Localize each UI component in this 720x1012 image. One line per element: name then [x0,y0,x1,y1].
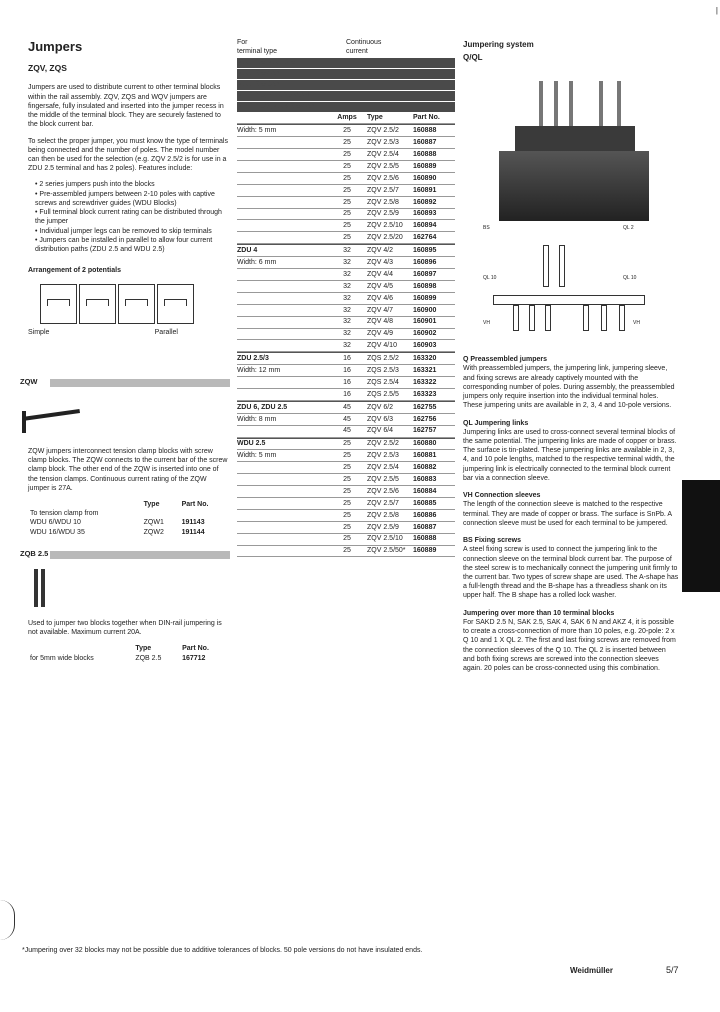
table-row: WDU 6/WDU 10 ZQW1 191143 [30,519,205,527]
feature-item: • Full terminal block current rating can be distributed through the jumper [35,208,228,226]
jumpering-diagram [483,225,653,345]
amps-cell: 25 [343,464,351,472]
feature-item: • Individual jumper legs can be removed to skip terminals [35,227,228,236]
part-header: Part No. [182,645,209,653]
terminal-type-cell: Width: 12 mm [237,367,281,374]
table-row [237,402,455,414]
part-number-cell: 162755 [413,403,437,411]
amps-cell: 25 [343,547,351,555]
left-column [20,38,228,675]
diagram-label: QL 2 [623,225,634,232]
table-row [237,293,455,305]
feature-list [28,180,228,254]
terminal-block-icon [79,284,116,324]
part-number-cell: 160893 [413,210,437,218]
type-cell: ZQV 4/4 [367,270,394,278]
table-row [237,257,455,269]
column-headers [237,112,455,124]
jumpering-system-photo [499,71,649,221]
table-row [237,340,455,352]
terminal-type-cell: WDU 2.5 [237,440,266,448]
part-number-cell: 160884 [413,487,437,495]
table-groups [237,124,455,557]
terminal-type-cell: Width: 8 mm [237,415,277,423]
type-cell: ZQV 2.5/7 [367,186,399,194]
zqb-label: ZQB 2.5 [20,548,49,558]
table-row [237,353,455,365]
amps-cell: 16 [343,367,351,374]
diagram-label: VH [633,320,640,327]
part-number-cell: 160891 [413,186,437,194]
part-number-cell: 160898 [413,282,437,290]
table-row [237,220,455,232]
amps-cell: 32 [343,330,351,338]
amps-cell: 32 [343,342,351,350]
type-cell: ZQV 2.5/6 [367,487,399,495]
part-number-cell: 160903 [413,342,437,350]
type-cell: ZQV 2.5/20 [367,234,403,242]
type-cell: ZQV 6/3 [367,415,394,423]
table-row [237,269,455,281]
zqw-label: ZQW [20,376,38,386]
type-cell: ZQV 2.5/7 [367,499,399,507]
section-text: For SAKD 2.5 N, SAK 2.5, SAK 4, SAK 6 N and AKZ 4, it is possible to create a cross-connection of more than 10 poles, e.g. 20-pole: 2 x Q 10 and 1 X QL 2. The first and last fixing screws are removed from the connection sleeves of the Q 10. The QL 2 is inserted between and both fixing screws are screwed into the connection sleeves again. 20 poles can be cross-connected using this combination. [463,618,676,673]
type-cell: ZQV 2.5/10 [367,222,403,230]
amps-cell: 25 [343,234,351,242]
brand-logo: Weidmüller [570,966,613,975]
type-cell: ZQV 4/7 [367,306,394,314]
table-group [237,244,455,352]
table-row [237,197,455,209]
terminal-block-icon [40,284,77,324]
terminal-type-bar: ZTR 2.5, ZTR 2.5/4AN [237,91,455,101]
part-number-cell: 160895 [413,247,437,255]
section-tab-marker [682,480,720,592]
part-number-cell: 160889 [413,162,437,170]
feature-item: • 2 series jumpers push into the blocks [35,180,228,189]
part-header: Part No. [413,114,440,122]
table-row: for 5mm wide blocks ZQB 2.5 167712 [30,654,206,662]
terminal-type-cell: ZDU 6, ZDU 2.5 [237,403,288,411]
amps-cell: 25 [343,127,351,135]
diagram-label: VH [483,320,490,327]
terminal-block-icon [157,284,194,324]
table-row [237,281,455,293]
table-row [237,173,455,185]
amps-cell: 32 [343,318,351,326]
part-number-cell: 160888 [413,127,437,135]
part-number-cell: 163321 [413,367,437,374]
table-row: WDU 16/WDU 35 ZQW2 191144 [30,528,205,536]
parallel-label: Parallel [154,328,178,336]
type-cell: ZQV 2.5/10 [367,535,403,543]
amps-cell: 32 [343,258,351,266]
table-row [237,486,455,498]
zqw-section-band [20,377,230,391]
table-row [237,439,455,451]
section-text: With preassembled jumpers, the jumpering link, jumpering sleeve, and fixing screws are already captively mounted with the corresponding number of poles. During assembly, the preassembled jumpers only require insertion into the individual terminal holes. These jumpering units are available in 2, 3, 4 and 10-pole versions. [463,365,675,410]
terminal-type-bar: ZTR 2.5/3, ZDK 2.5/4AN [237,102,455,112]
amps-cell: 25 [343,162,351,170]
amps-cell: 25 [343,499,351,507]
type-cell: ZQV 6/4 [367,427,394,435]
arrangement-heading: Arrangement of 2 potentials [28,267,121,275]
amps-cell: 25 [343,186,351,194]
amps-cell: 25 [343,476,351,484]
table-row [237,329,455,341]
zqb-section-band [20,549,230,563]
amps-cell: 45 [343,427,351,435]
zqb-order-table [28,644,228,662]
part-number-cell: 162757 [413,427,437,435]
type-cell: ZQV 4/10 [367,342,397,350]
part-number-cell: 160901 [413,318,437,326]
header-current: current [346,48,368,56]
header-for: For [237,39,248,46]
potentials-labels [28,328,178,337]
type-header: Type [367,114,383,122]
selection-paragraph: To select the proper jumper, you must know the type of terminals being connected and the number of poles. The model number can then be used for the selection (e.g. ZQV 2.5/2 is for use in a ZDU 2.5 terminal and has 2 poles). Features include: [28,137,228,173]
system-title-2: Q/QL [463,52,483,62]
amps-cell: 25 [343,511,351,519]
table-group [237,438,455,558]
amps-cell: 25 [343,139,351,147]
type-cell: ZQV 2.5/3 [367,139,399,147]
header-continuous: Continuous [346,39,382,46]
table-header [237,38,455,56]
amps-cell: 25 [343,222,351,230]
part-number-cell: 163320 [413,355,437,363]
table-row [237,305,455,317]
table-row [237,317,455,329]
type-cell: ZQV 4/6 [367,294,394,302]
part-number-cell: 160883 [413,476,437,484]
table-group [237,401,455,438]
amps-cell: 16 [343,378,351,386]
table-row [237,534,455,546]
amps-cell: 45 [343,415,351,423]
part-number-cell: 160882 [413,464,437,472]
type-cell: ZQS 2.5/3 [367,367,399,374]
part-number-cell: 160881 [413,452,437,460]
zqb-jumper-icon [32,569,52,609]
terminal-type-bar: ZDU 2.5/4AN [237,69,455,79]
table-row [237,522,455,534]
table-row [237,232,455,244]
table-row [237,498,455,510]
page-subtitle: ZQV, ZQS [28,63,67,74]
zqw-order-table [28,500,228,537]
table-group [237,352,455,401]
terminal-type-cell: ZDU 4 [237,247,258,255]
table-row [237,462,455,474]
part-number-cell: 160887 [413,139,437,147]
type-cell: ZQV 2.5/8 [367,198,399,206]
section-heading: BS Fixing screws [463,537,521,545]
type-cell: ZQV 2.5/6 [367,174,399,182]
table-row [237,137,455,149]
table-row [237,377,455,389]
table-row [237,125,455,137]
feature-item: • Jumpers can be installed in parallel to allow four current distribution paths (ZDU 2.5 and WDU 2.5) [35,236,228,254]
part-number-cell: 160890 [413,174,437,182]
table-row [237,474,455,486]
section-heading: Jumpering over more than 10 terminal blocks [463,609,615,617]
simple-label: Simple [28,328,50,336]
amps-cell: 32 [343,306,351,314]
page-curl-mark [0,900,15,940]
part-number-cell: 160900 [413,306,437,314]
footnote: *Jumpering over 32 blocks may not be possible due to additive tolerances of blocks. 50 pole versions do not have insulated ends. [22,947,423,954]
type-cell: ZQV 2.5/3 [367,452,399,460]
part-number-cell: 160902 [413,330,437,338]
feature-item: • Pre-assembled jumpers between 2-10 poles with captive screws and screwdriver guides (WDU Blocks) [35,190,228,208]
part-number-cell: 160880 [413,440,437,448]
type-cell: ZQV 2.5/2 [367,440,399,448]
terminal-type-cell: Width: 5 mm [237,452,277,460]
type-cell: ZQV 2.5/2 [367,127,399,135]
right-column [463,40,679,681]
section-text: Jumpering links are used to cross-connect several terminal blocks of the same potential. The jumpering links are made of copper or brass. The surface is tin-plated. These jumpering links are available in 2, 3, 4, and 10 pole lengths, matched to the respective terminal width, the jumpering link is electrically connected to the terminal block current bar via a connection sleeve. [463,428,677,482]
part-number-cell: 160888 [413,150,437,158]
type-cell: ZQV 4/3 [367,258,394,266]
table-row [237,149,455,161]
type-cell: ZQV 2.5/4 [367,150,399,158]
type-header: Type [135,645,152,653]
intro-paragraph: Jumpers are used to distribute current to other terminal blocks within the rail assembly. ZQV, ZQS and WQV jumpers are fingersafe, fully insulated and inserted into the jumper recess in the middle of the terminal block. They are securely fastened to the block current bar. [28,84,224,129]
part-header: Part No. [181,501,209,508]
amps-header: Amps [337,114,357,122]
amps-cell: 25 [343,198,351,206]
section-heading: Q Preassembled jumpers [463,356,548,364]
part-number-cell: 160885 [413,499,437,507]
type-cell: ZQV 4/8 [367,318,394,326]
section-heading: VH Connection sleeves [463,492,541,500]
part-number-cell: 160887 [413,523,437,531]
type-cell: ZQV 4/5 [367,282,394,290]
section-heading: QL Jumpering links [463,419,529,427]
part-number-cell: 163323 [413,390,437,398]
type-cell: ZQV 2.5/5 [367,476,399,484]
type-cell: ZQV 2.5/9 [367,210,399,218]
part-number-cell: 160888 [413,535,437,543]
section-text: The length of the connection sleeve is matched to the respective terminal. They are made of copper or brass. The surface is SnPb. A connection sleeve must be used for each terminal to be jumpered. [463,501,672,527]
table-row [237,365,455,377]
terminal-type-bar: ZDU 1.5, ZDU 2.5 [237,58,455,68]
part-number-cell: 160889 [413,547,437,555]
part-number-cell: 160894 [413,222,437,230]
zqw-jumper-icon [22,397,82,437]
table-row: To tension clamp from [30,510,99,518]
diagram-label: QL 10 [623,275,637,282]
amps-cell: 32 [343,247,351,255]
diagram-label: QL 10 [483,275,497,282]
table-row [237,450,455,462]
amps-cell: 25 [343,487,351,495]
table-row [237,209,455,221]
amps-cell: 25 [343,523,351,531]
table-group [237,124,455,244]
table-row [237,185,455,197]
table-row [237,245,455,257]
amps-cell: 45 [343,403,351,411]
type-cell: ZQV 2.5/4 [367,464,399,472]
type-cell: ZQV 2.5/9 [367,523,399,531]
amps-cell: 32 [343,294,351,302]
table-row [237,161,455,173]
system-title: Jumpering system [463,40,534,49]
amps-cell: 16 [343,390,351,398]
corner-mark: | [715,6,718,15]
type-cell: ZQV 2.5/5 [367,162,399,170]
type-cell: ZQV 6/2 [367,403,394,411]
type-header: Type [143,501,160,508]
table-row [237,546,455,558]
part-number-cell: 160886 [413,511,437,519]
type-cell: ZQV 4/2 [367,247,394,255]
amps-cell: 25 [343,174,351,182]
zqw-paragraph: ZQW jumpers interconnect tension clamp blocks with screw clamp blocks. The ZQW connects to the current bar of the screw clamp block. The other end of the ZQW is inserted into one of the tension clamps. Continuous current rating of the ZQW jumper is 27A. [28,447,228,492]
diagram-label: BS [483,225,490,232]
type-cell: ZQV 2.5/50* [367,547,406,555]
part-number-cell: 163322 [413,378,437,386]
page-title: Jumpers [28,39,83,54]
table-row [237,389,455,401]
section-text: A steel fixing screw is used to connect the jumpering link to the connection sleeve on the terminal block current bar. The purpose of the steel screw is to mechanically connect the jumpering unit firmly to the current bar. Two types of screw shape are used. The A-shape has a full-length thread and the B-shape has a threadless shank on its upper half. The B shape has a rolled lock washer. [463,546,679,600]
part-number-cell: 160897 [413,270,437,278]
part-number-cell: 162756 [413,415,437,423]
part-number-cell: 160896 [413,258,437,266]
part-number-cell: 160899 [413,294,437,302]
table-row [237,510,455,522]
amps-cell: 25 [343,452,351,460]
amps-cell: 32 [343,282,351,290]
type-cell: ZQV 4/9 [367,330,394,338]
amps-cell: 25 [343,440,351,448]
jumper-selection-table [237,38,455,557]
terminal-type-bar: ZDU 2.5/3AN [237,80,455,90]
type-cell: ZQV 2.5/8 [367,511,399,519]
type-cell: ZQS 2.5/5 [367,390,399,398]
page-number: 5/7 [666,965,679,975]
terminal-type-cell: ZDU 2.5/3 [237,355,269,363]
terminal-type-cell: Width: 6 mm [237,258,277,266]
part-number-cell: 162764 [413,234,437,242]
type-cell: ZQS 2.5/2 [367,355,399,363]
amps-cell: 32 [343,270,351,278]
terminal-type-cell: Width: 5 mm [237,127,277,135]
amps-cell: 25 [343,210,351,218]
amps-cell: 25 [343,535,351,543]
table-row [237,426,455,438]
terminal-block-icon [118,284,155,324]
potentials-diagram [40,284,228,324]
amps-cell: 16 [343,355,351,363]
table-row [237,414,455,426]
zqb-paragraph: Used to jumper two blocks together when DIN-rail jumpering is not available. Maximum current 20A. [28,619,222,637]
header-terminal-type: terminal type [237,48,278,56]
amps-cell: 25 [343,150,351,158]
type-cell: ZQS 2.5/4 [367,378,399,386]
part-number-cell: 160892 [413,198,437,206]
